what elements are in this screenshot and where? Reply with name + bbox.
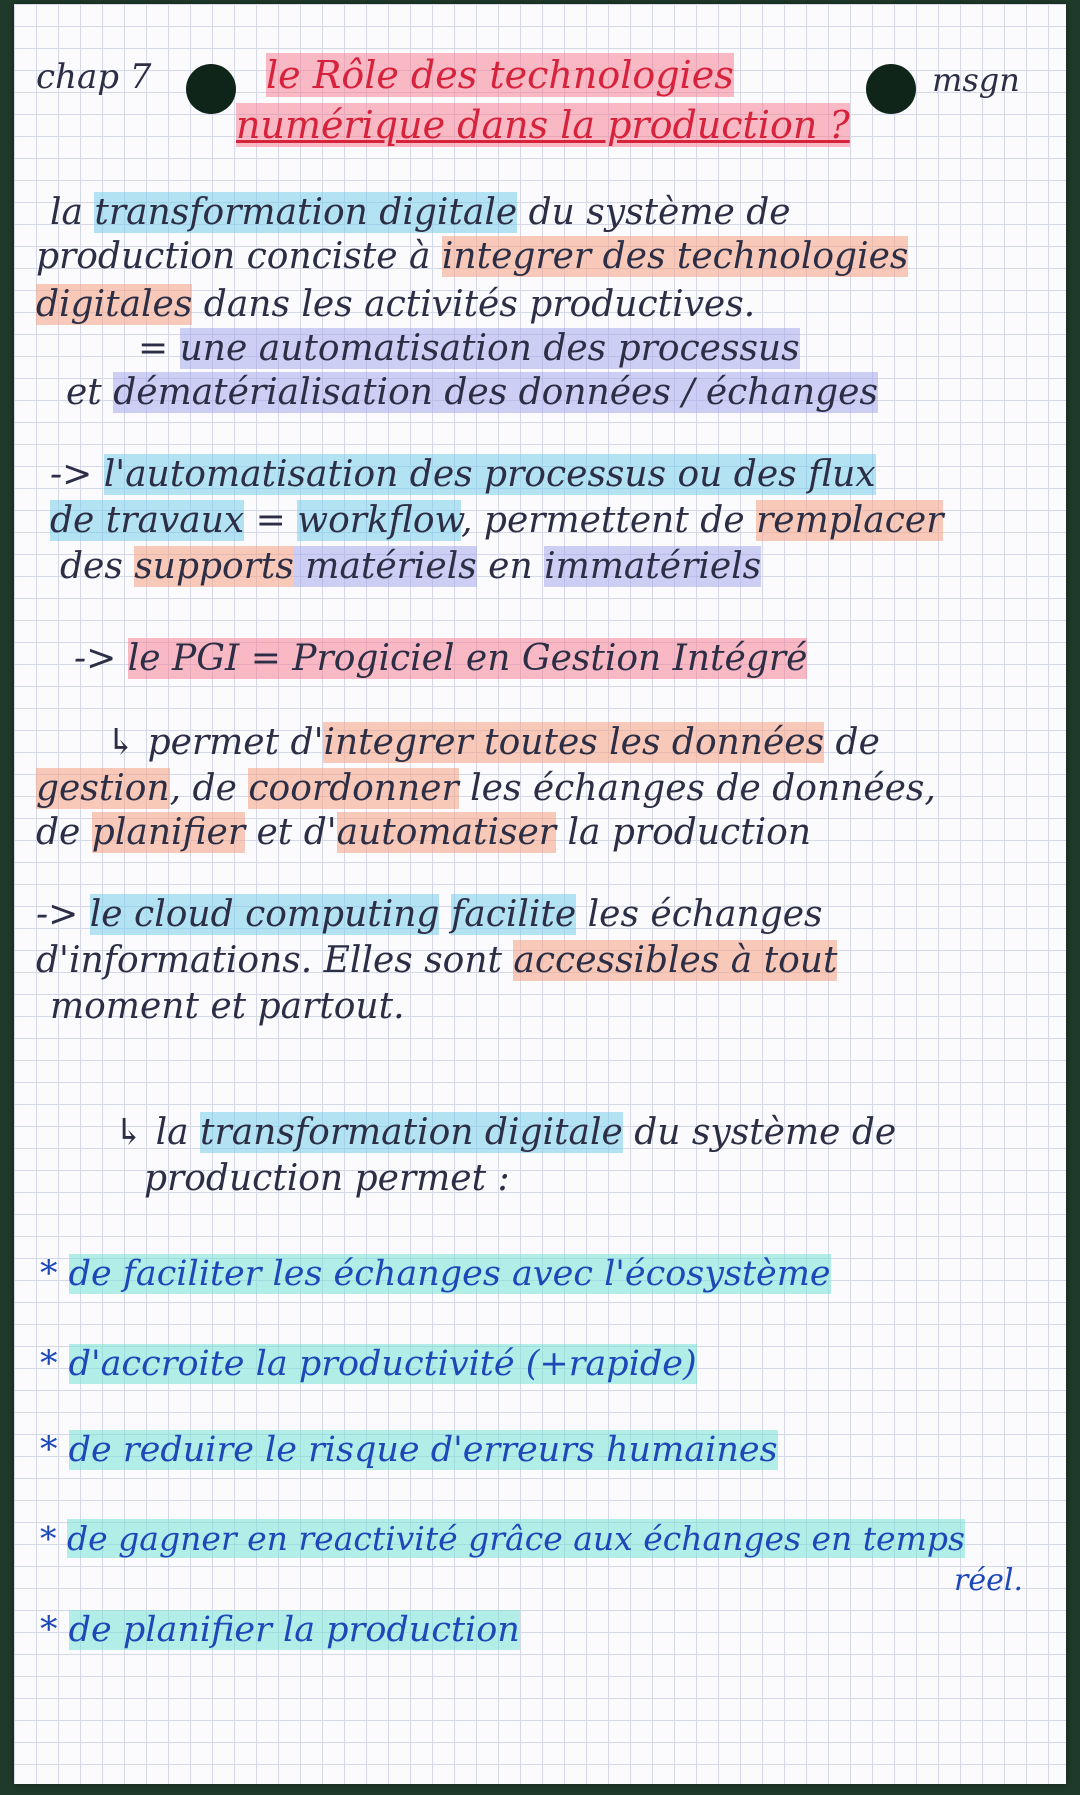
pgi-line-3: gestion, de coordonner les échanges de données,: [36, 768, 936, 809]
intro-line-4: = une automatisation des processus: [138, 328, 800, 369]
pgi-line-2: ↳ permet d'integrer toutes les données de: [106, 722, 880, 763]
intro-line-2: production conciste à integrer des technologies: [36, 236, 909, 277]
page-title-line1: le Rôle des technologies: [266, 53, 734, 97]
bullet-star-icon: *: [40, 1519, 57, 1558]
benefits-intro-line-2: production permet :: [144, 1158, 510, 1199]
benefit-item: * de planifier la production: [40, 1610, 520, 1650]
cloud-line-1: -> le cloud computing facilite les échanges: [36, 894, 823, 935]
intro-line-3: digitales dans les activités productives.: [36, 284, 756, 325]
benefit-item: * de gagner en reactivité grâce aux échanges en temps: [40, 1519, 965, 1558]
bullet-star-icon: *: [40, 1610, 58, 1650]
automation-line-2: de travaux = workflow, permettent de remplacer: [50, 500, 944, 541]
automation-line-3: des supports matériels en immatériels: [60, 546, 762, 587]
chapter-label: chap 7: [36, 57, 152, 97]
binder-hole-right: [866, 64, 916, 114]
bullet-star-icon: *: [40, 1344, 58, 1384]
intro-line-5: et dématérialisation des données / échanges: [66, 372, 878, 413]
benefit-item: * d'accroite la productivité (+rapide): [40, 1344, 697, 1384]
pgi-line-4: de planifier et d'automatiser la production: [36, 812, 812, 853]
author-initials: msgn: [932, 61, 1020, 99]
notebook-page: [14, 4, 1066, 1784]
benefit-continuation: réel.: [954, 1563, 1023, 1598]
automation-line-1: -> l'automatisation des processus ou des flux: [50, 454, 876, 495]
cloud-line-3: moment et partout.: [50, 986, 405, 1027]
bullet-star-icon: *: [40, 1254, 58, 1294]
benefit-item: * de faciliter les échanges avec l'écosystème: [40, 1254, 831, 1294]
page-title-line2: numérique dans la production ?: [236, 103, 850, 147]
benefits-intro-line-1: ↳ la transformation digitale du système de: [114, 1112, 897, 1153]
benefit-item: * de reduire le risque d'erreurs humaines: [40, 1430, 778, 1470]
pgi-line-1: -> le PGI = Progiciel en Gestion Intégré: [74, 638, 808, 679]
bullet-star-icon: *: [40, 1430, 58, 1470]
binder-hole-left: [186, 64, 236, 114]
intro-line-1: la transformation digitale du système de: [50, 192, 791, 233]
cloud-line-2: d'informations. Elles sont accessibles à tout: [36, 940, 838, 981]
